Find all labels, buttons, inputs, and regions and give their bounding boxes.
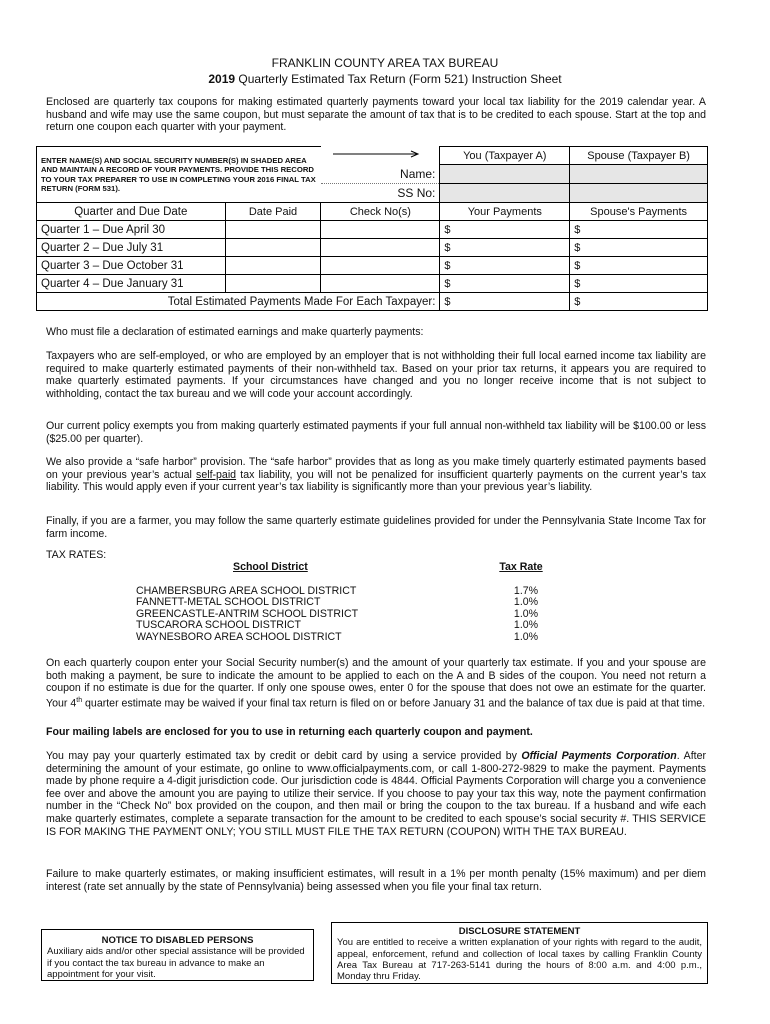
notice-text: Auxiliary aids and/or other special assistance will be provided if you contact the tax bureau in advance to make an appointment for your visit.	[47, 946, 305, 980]
quarter-4-spouse-payment[interactable]: $	[570, 275, 708, 293]
quarter-4-date-paid[interactable]	[225, 275, 321, 293]
header-your-payments: Your Payments	[440, 203, 570, 221]
quarter-2-check-no[interactable]	[321, 239, 440, 257]
ss-label: SS No:	[397, 186, 436, 200]
table-row	[37, 239, 708, 257]
taxpayer-a-header: You (Taxpayer A)	[440, 147, 570, 165]
table-row	[37, 221, 708, 239]
document-subtitle	[0, 72, 770, 86]
name-label: Name:	[321, 165, 440, 184]
district-rate: 1.0%	[513, 630, 539, 643]
disclosure-title: DISCLOSURE STATEMENT	[458, 926, 581, 937]
header-date-paid: Date Paid	[225, 203, 321, 221]
safe-harbor-text-a: We also provide a “safe harbor” provision. The “safe harbor” provides that as long as you make timely quarterly estimated payments based on your previous year’s actual	[46, 456, 706, 481]
who-must-file-heading: Who must file a declaration of estimated earnings and make quarterly payments:	[46, 326, 424, 338]
card-payment-text-b: . After determining the amount of your estimate, go online to www.officialpayments.com, or call 1-800-272-9829 to make the payment. Payments made by phone require a 4-digit jurisdiction code. Our jurisdiction code is 4844. Official Payments Corporation will charge you a convenience fee over and above the amount you are paying to utilize their service. If you choose to pay your tax this way, note the payment confirmation number in the “Check No” box provided on the coupon, and then mail or bring the coupon to the tax bureau. If a husband and wife each make quarterly estimates, complete a separate transaction for the amount to be credited to each spouse’s social security #. THIS SERVICE IS FOR MAKING THE PAYMENT ONLY; YOU STILL MUST FILE THE TAX RETURN (COUPON) WITH THE TAX BUREAU.	[46, 750, 706, 838]
table-row	[136, 632, 556, 644]
self-paid-term: self-paid	[196, 468, 237, 481]
quarter-3-check-no[interactable]	[321, 257, 440, 275]
quarter-2-spouse-payment[interactable]: $	[570, 239, 708, 257]
quarter-3-spouse-payment[interactable]: $	[570, 257, 708, 275]
farmer-paragraph: Finally, if you are a farmer, you may follow the same quarterly estimate guidelines provided for under the Pennsylvania State Income Tax for farm income.	[46, 515, 706, 540]
district-name: TUSCARORA SCHOOL DISTRICT	[136, 619, 302, 632]
quarter-4-check-no[interactable]	[321, 275, 440, 293]
district-rate: 1.0%	[513, 596, 539, 609]
quarter-2-date-paid[interactable]	[225, 239, 321, 257]
policy-paragraph: Our current policy exempts you from making quarterly estimated payments if your full annual non-withheld tax liability will be $100.00 or less ($25.00 per quarter).	[46, 420, 706, 445]
taxpayer-a-name-field[interactable]	[440, 165, 570, 184]
disabled-persons-notice	[41, 929, 314, 981]
quarter-2-your-payment[interactable]: $	[440, 239, 570, 257]
quarter-1-spouse-payment[interactable]: $	[570, 221, 708, 239]
table-row	[37, 257, 708, 275]
taxpayer-a-ss-field[interactable]	[440, 184, 570, 203]
disclosure-statement	[331, 922, 708, 984]
mailing-labels-notice: Four mailing labels are enclosed for you to use in returning each quarterly coupon and payment.	[46, 726, 533, 738]
total-spouse-payments[interactable]: $	[570, 293, 708, 311]
card-payment-text-a: You may pay your quarterly estimated tax by credit or debit card by using a service provided by	[46, 750, 522, 762]
ordinal-suffix: th	[76, 696, 83, 704]
district-name: WAYNESBORO AREA SCHOOL DISTRICT	[136, 630, 342, 643]
disclosure-text: You are entitled to receive a written explanation of your rights with regard to the audit, appeal, enforcement, refund and collection of local taxes by calling Franklin County Area Tax Bureau at 717-263-5141 during the hours of 8:00 a.m. and 4:00 p.m., Monday thru Friday.	[337, 937, 702, 983]
coupon-instructions-paragraph	[46, 657, 706, 710]
table-row	[37, 275, 708, 293]
safe-harbor-text-b: tax liability, you will not be penalized for insufficient quarterly payments on the current year’s tax liability. This would apply even if your current year’s tax liability is significantly more than your previous year’s liability.	[46, 468, 706, 494]
quarter-1-date-paid[interactable]	[225, 221, 321, 239]
agency-title: FRANKLIN COUNTY AREA TAX BUREAU	[271, 56, 499, 70]
taxpayers-paragraph: Taxpayers who are self-employed, or who are employed by an employer that is not withholding their full local earned income tax liability are required to make quarterly estimated payments of their non-withheld tax. Based on your prior tax returns, it appears you are required to make quarterly estimated payments. If your circumstances have changed and you no longer receive income that is not subject to withholding, contact the tax bureau and we will code your account accordingly.	[46, 350, 706, 400]
quarter-1-your-payment[interactable]: $	[440, 221, 570, 239]
arrow-cell	[321, 147, 440, 165]
taxpayer-b-ss-field[interactable]	[570, 184, 708, 203]
header-check-no: Check No(s)	[321, 203, 440, 221]
arrow-right-icon	[325, 149, 425, 159]
total-your-payments[interactable]: $	[440, 293, 570, 311]
district-rate: 1.7%	[513, 584, 539, 597]
coupon-text-a: On each quarterly coupon enter your Social Security number(s) and the amount of your quarterly tax estimate. If you and your spouse are both making a payment, be sure to indicate the amount to be applied to each on the A and B sides of the coupon. You need not return a coupon if no estimate is due for the quarter. If only one spouse owes, enter 0 for the spouse that does not owe an estimate for the quarter. Your 4	[46, 657, 706, 710]
notice-title: NOTICE TO DISABLED PERSONS	[101, 935, 254, 946]
tax-rates-table	[136, 562, 556, 644]
tax-rates-label: TAX RATES:	[46, 549, 107, 561]
header-spouse-payments: Spouse's Payments	[570, 203, 708, 221]
district-rate: 1.0%	[513, 607, 539, 620]
penalty-paragraph: Failure to make quarterly estimates, or making insufficient estimates, will result in a 1% per month penalty (15% maximum) and per diem interest (rate set annually by the state of Pennsylvania) being assessed when you file your final tax return.	[46, 868, 706, 893]
quarter-1-check-no[interactable]	[321, 221, 440, 239]
record-instruction: ENTER NAME(S) AND SOCIAL SECURITY NUMBER(S) IN SHADED AREA AND MAINTAIN A RECORD OF YOUR PAYMENTS. PROVIDE THIS RECORD TO YOUR TAX PREPARER TO USE IN COMPLETING YOUR 2016 FINAL TAX RETURN (FORM 531).	[37, 147, 321, 203]
subtitle-text: Quarterly Estimated Tax Return (Form 521) Instruction Sheet	[238, 72, 562, 86]
district-name: GREENCASTLE-ANTRIM SCHOOL DISTRICT	[136, 607, 359, 620]
district-name: FANNETT-METAL SCHOOL DISTRICT	[136, 596, 321, 609]
intro-paragraph: Enclosed are quarterly tax coupons for making estimated quarterly payments toward your local tax liability for the 2019 calendar year. A husband and wife may use the same coupon, but must separate the amount of tax that is to be credited to each spouse. Start at the top and return one coupon each quarter with your payment.	[46, 96, 706, 134]
total-label: Total Estimated Payments Made For Each Taxpayer:	[37, 293, 440, 311]
coupon-text-b: quarter estimate may be waived if your final tax return is filed on or before January 31 and the balance of tax due is paid at that time.	[82, 697, 706, 710]
card-payment-paragraph	[46, 750, 706, 838]
district-name: CHAMBERSBURG AREA SCHOOL DISTRICT	[136, 584, 357, 597]
quarter-3-date-paid[interactable]	[225, 257, 321, 275]
quarter-1-label: Quarter 1 – Due April 30	[37, 221, 226, 239]
taxpayer-b-name-field[interactable]	[570, 165, 708, 184]
header-quarter: Quarter and Due Date	[37, 203, 226, 221]
quarter-4-your-payment[interactable]: $	[440, 275, 570, 293]
payment-record-table	[36, 146, 708, 311]
quarter-2-label: Quarter 2 – Due July 31	[37, 239, 226, 257]
quarter-3-label: Quarter 3 – Due October 31	[37, 257, 226, 275]
safe-harbor-paragraph	[46, 456, 706, 494]
official-payments-name: Official Payments Corporation	[521, 750, 677, 762]
district-rate: 1.0%	[513, 619, 539, 632]
tax-year: 2019	[208, 72, 236, 86]
taxpayer-b-header: Spouse (Taxpayer B)	[570, 147, 708, 165]
quarter-3-your-payment[interactable]: $	[440, 257, 570, 275]
quarter-4-label: Quarter 4 – Due January 31	[37, 275, 226, 293]
rate-column-header: Tax Rate	[499, 561, 543, 573]
district-column-header: School District	[233, 561, 308, 573]
